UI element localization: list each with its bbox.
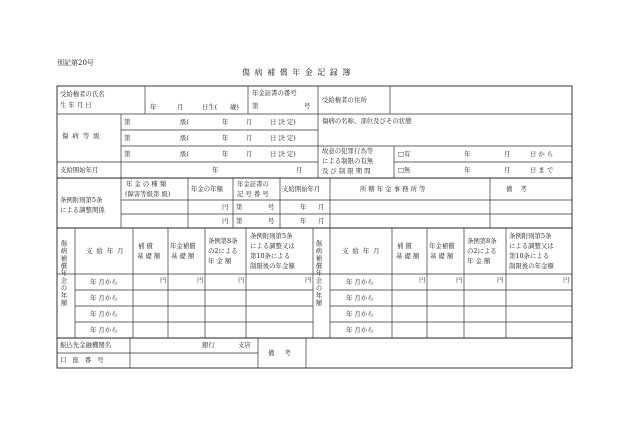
payment-side-label-right: 傷病補償年金の年額 xyxy=(314,240,323,307)
recipient-address-label: 受給権者の住所 xyxy=(322,96,367,104)
pension-office-header: 所 轄 年 金 事 務 所 等 xyxy=(360,185,426,193)
right-row-1-pension-yen: 円 xyxy=(456,276,463,284)
bank-name-label: 振込先金融機関名 xyxy=(60,341,112,349)
left-period-header: 支 給 年 月 xyxy=(86,247,125,255)
right-row-2-period: 年 月から xyxy=(346,294,374,302)
grade-row-1-decision: 日 決 定) xyxy=(270,118,296,126)
right-adj-header-2: による調整又は xyxy=(509,242,554,250)
left-art8-header-2: の2による xyxy=(208,247,238,255)
left-base-header-2: 基 礎 額 xyxy=(137,252,161,260)
restriction-label-line-2: による制限の有無 xyxy=(322,157,374,165)
adjust-remarks-header: 備 考 xyxy=(506,185,530,193)
pension-start-header: 支給開始年月 xyxy=(282,185,321,193)
left-adj-header-2: による調整又は xyxy=(250,242,295,250)
adjust-label-line-1: 条例附則第5条 xyxy=(60,196,103,204)
grade-row-3-prefix: 第 xyxy=(124,150,131,158)
payment-start-year-unit: 年 xyxy=(212,166,219,174)
restriction-to-year: 年 xyxy=(464,166,471,174)
left-pension-base-header-2: 基 礎 額 xyxy=(171,252,195,260)
birth-year-unit: 年 xyxy=(150,103,157,111)
left-row-4-period: 年 月から xyxy=(90,326,118,334)
left-row-3-period: 年 月から xyxy=(90,310,118,318)
right-period-header: 支 給 年 月 xyxy=(342,247,381,255)
left-row-2-period: 年 月から xyxy=(90,294,118,302)
payment-start-month-unit: 月 xyxy=(296,166,303,174)
certificate-number-label: 年金証書の番号 xyxy=(252,89,297,97)
bank-remarks-label: 備 考 xyxy=(268,349,295,357)
injury-grade-label: 傷 病 等 級 xyxy=(62,132,101,140)
certificate-prefix: 第 xyxy=(252,102,259,110)
age-unit: 歳) xyxy=(230,103,239,111)
right-row-1-art8-yen: 円 xyxy=(497,276,504,284)
form-number: 別記第20号 xyxy=(57,59,94,67)
adjust-row-2-yen: 円 xyxy=(222,217,229,225)
restriction-yes-checkbox[interactable]: □有 xyxy=(398,150,411,158)
pension-type-header-1: 年 金 の 種 類 xyxy=(126,180,167,188)
adjust-row-1-dai: 第 xyxy=(236,203,243,211)
adjust-row-1-month: 月 xyxy=(318,203,325,211)
right-pension-base-header-2: 基 礎 額 xyxy=(430,252,454,260)
right-row-4-period: 年 月から xyxy=(346,326,374,334)
adjust-row-2-dai: 第 xyxy=(236,217,243,225)
restriction-label-line-3: 及 び 制 限 期 間 xyxy=(322,167,371,175)
grade-row-3-month: 月 xyxy=(246,150,253,158)
adjust-row-2-year: 年 xyxy=(300,217,307,225)
right-row-1-period: 年 月から xyxy=(346,278,374,286)
right-art8-header-1: 条例第8条 xyxy=(467,237,497,245)
grade-row-2-grade: 級( xyxy=(180,134,189,142)
birth-month-unit: 月 xyxy=(177,103,184,111)
adjust-row-1-year: 年 xyxy=(300,203,307,211)
right-row-3-period: 年 月から xyxy=(346,310,374,318)
recipient-name-label: 受給権者の氏名 xyxy=(60,90,105,98)
left-adj-header-1: 条例附則第5条 xyxy=(250,232,293,240)
restriction-to-day: 日 ま で xyxy=(530,166,554,174)
restriction-from-year: 年 xyxy=(464,150,471,158)
left-row-1-period: 年 月から xyxy=(90,278,118,286)
adjust-row-2-go: 号 xyxy=(268,217,275,225)
right-adj-header-1: 条例附則第5条 xyxy=(509,232,552,240)
left-adj-header-3: 第10条による xyxy=(250,252,291,260)
right-row-1-base-yen: 円 xyxy=(419,276,426,284)
pension-type-header-2: (障害等級第 級) xyxy=(125,190,171,198)
right-adj-header-4: 制限後の年金額 xyxy=(509,262,554,270)
birth-day-unit: 日生( xyxy=(202,103,218,111)
adjust-label-line-2: による調整関係 xyxy=(60,206,105,214)
page-title: 傷 病 補 償 年 金 記 録 簿 xyxy=(242,68,352,77)
right-row-1-adj-yen: 円 xyxy=(563,276,570,284)
account-number-label: 口 座 番 号 xyxy=(60,356,106,364)
left-row-1-adj-yen: 円 xyxy=(305,276,312,284)
grade-row-2-prefix: 第 xyxy=(124,134,131,142)
right-adj-header-3: 第10条による xyxy=(509,252,550,260)
grade-row-2-decision: 日 決 定) xyxy=(270,134,296,142)
certificate-suffix: 号 xyxy=(304,102,311,110)
grade-row-1-year: 年 xyxy=(222,118,229,126)
left-adj-header-4: 制限後の年金額 xyxy=(250,262,295,270)
pension-amount-header: 年金の年額 xyxy=(191,185,223,193)
payment-side-label-left: 傷病補償年金の年額 xyxy=(59,240,68,307)
left-art8-header-3: 年 金 額 xyxy=(208,257,232,265)
left-row-1-art8-yen: 円 xyxy=(238,276,245,284)
left-row-1-base-yen: 円 xyxy=(160,276,167,284)
branch-unit: 支店 xyxy=(238,341,251,349)
right-base-header-2: 基 礎 額 xyxy=(396,252,420,260)
adjust-row-2-month: 月 xyxy=(318,217,325,225)
restriction-no-checkbox[interactable]: □無 xyxy=(398,166,411,174)
right-art8-header-2: の2による xyxy=(467,247,497,255)
grade-row-1-grade: 級( xyxy=(180,118,189,126)
grade-row-3-decision: 日 決 定) xyxy=(270,150,296,158)
grade-row-2-year: 年 xyxy=(222,134,229,142)
adjust-row-1-go: 号 xyxy=(268,203,275,211)
pension-cert-header-2: 記 号 番 号 xyxy=(237,190,269,198)
restriction-label-line-1: 故意の犯罪行為等 xyxy=(322,147,374,155)
left-row-1-pension-yen: 円 xyxy=(197,276,204,284)
bank-unit: 銀行 xyxy=(202,341,215,349)
grade-row-1-month: 月 xyxy=(246,118,253,126)
left-base-header-1: 補 償 xyxy=(138,242,153,250)
pension-cert-header-1: 年金証書の xyxy=(237,180,269,188)
grade-row-3-grade: 級( xyxy=(180,150,189,158)
adjust-row-1-yen: 円 xyxy=(222,203,229,211)
left-art8-header-1: 条例第8条 xyxy=(208,237,238,245)
payment-start-label: 支給開始年月 xyxy=(60,166,99,174)
restriction-from-month: 月 xyxy=(504,150,511,158)
grade-row-3-year: 年 xyxy=(222,150,229,158)
right-art8-header-3: 年 金 額 xyxy=(467,257,491,265)
right-pension-base-header-1: 年金補償 xyxy=(429,242,455,250)
injury-description-label: 傷病の名称、部位及びその状態 xyxy=(322,117,412,125)
grade-row-2-month: 月 xyxy=(246,134,253,142)
grade-row-1-prefix: 第 xyxy=(124,118,131,126)
right-base-header-1: 補 償 xyxy=(397,242,412,250)
restriction-from-day: 日 か ら xyxy=(530,150,554,158)
birth-date-label: 生 年 月 日 xyxy=(60,101,92,109)
restriction-to-month: 月 xyxy=(504,166,511,174)
left-pension-base-header-1: 年金補償 xyxy=(170,242,196,250)
